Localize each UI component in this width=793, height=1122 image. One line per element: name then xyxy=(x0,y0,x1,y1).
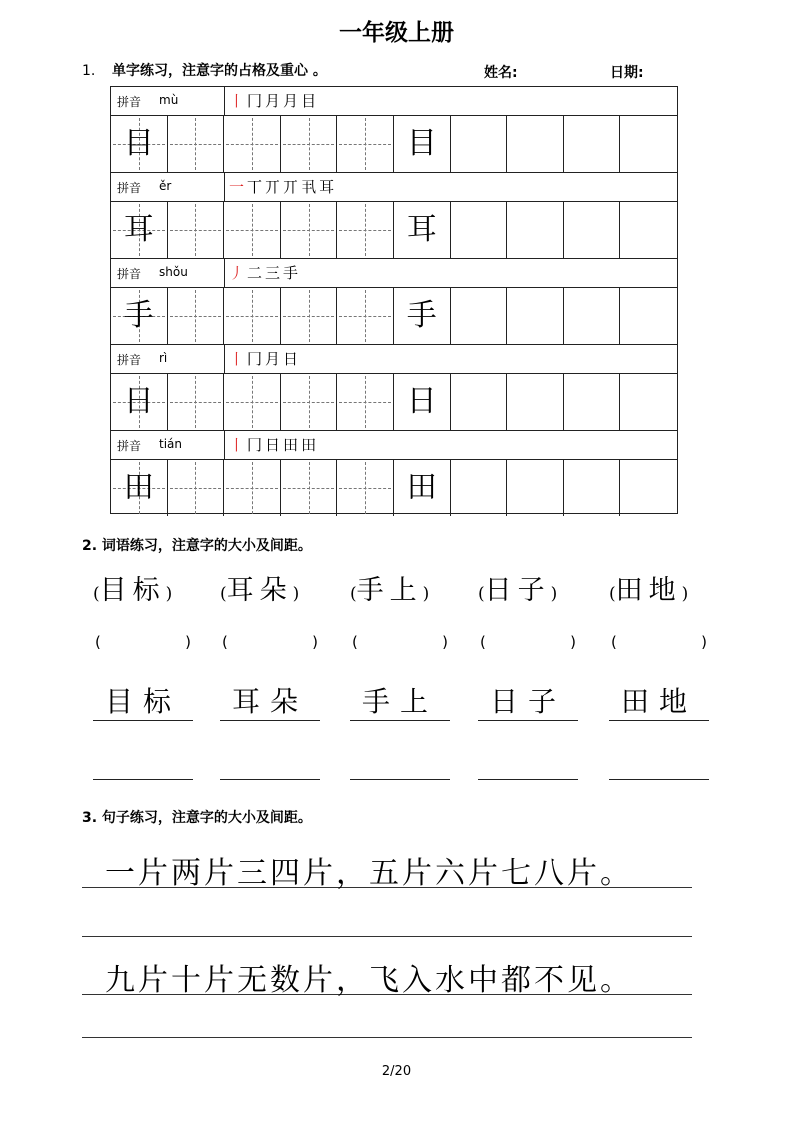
tian-grid-cell[interactable] xyxy=(224,288,281,344)
model-character: 目 xyxy=(123,126,154,161)
tian-grid-cell[interactable] xyxy=(111,116,168,172)
stroke-order xyxy=(229,90,319,111)
stroke-step: 手 xyxy=(283,264,302,282)
word-writing-line[interactable] xyxy=(478,743,578,780)
stroke-step: 丌 xyxy=(283,178,302,196)
stroke-order xyxy=(229,176,337,197)
pinyin-label: 拼音 xyxy=(117,267,142,281)
writing-cell[interactable] xyxy=(620,116,677,172)
stroke-step: 冂 xyxy=(247,92,266,110)
stroke-step: 月 xyxy=(265,350,284,368)
sentence-text: 一片两片三四片，五片六片七八片。 xyxy=(105,856,633,891)
word-with-parens xyxy=(609,568,688,607)
tian-grid-cell[interactable] xyxy=(281,288,338,344)
writing-cell[interactable] xyxy=(394,460,451,516)
word-text: 目标 xyxy=(99,575,166,606)
pinyin-value: tián xyxy=(159,437,182,451)
tian-grid-cell[interactable] xyxy=(281,202,338,258)
page-number: 2/20 xyxy=(381,1064,412,1079)
tian-grid-cell[interactable] xyxy=(224,460,281,516)
tian-grid-cell[interactable] xyxy=(111,288,168,344)
open-paren: ( xyxy=(609,584,616,604)
pinyin-blank[interactable] xyxy=(95,633,191,651)
character-practice-row xyxy=(111,374,677,431)
tian-grid-cell[interactable] xyxy=(337,374,394,430)
word-writing-line[interactable] xyxy=(609,743,709,780)
stroke-step: 丨 xyxy=(229,350,248,368)
open-paren: ( xyxy=(480,633,486,651)
tian-grid-cell[interactable] xyxy=(111,374,168,430)
model-character: 耳 xyxy=(123,212,154,247)
character-practice-row xyxy=(111,202,677,259)
tian-grid-cell[interactable] xyxy=(168,202,225,258)
section1-number: 1. xyxy=(82,63,96,79)
stroke-order xyxy=(229,434,319,455)
character-practice-row xyxy=(111,116,677,173)
tian-grid-cell[interactable] xyxy=(337,288,394,344)
writing-cell[interactable] xyxy=(507,374,564,430)
pinyin-header-row xyxy=(111,431,677,460)
pinyin-header-row xyxy=(111,87,677,116)
word-model-line: 目标 xyxy=(93,684,193,721)
word-text: 手上 xyxy=(356,575,423,606)
name-label: 姓名: xyxy=(484,65,518,81)
stroke-step: 三 xyxy=(265,264,284,282)
pinyin-label: 拼音 xyxy=(117,95,142,109)
close-paren: ) xyxy=(292,584,300,604)
section1-heading-text: 单字练习，注意字的占格及重心 。 xyxy=(112,63,327,79)
writing-cell[interactable] xyxy=(564,202,621,258)
open-paren: ( xyxy=(611,633,617,651)
tian-grid-cell[interactable] xyxy=(337,116,394,172)
word-text: 田地 xyxy=(615,575,682,606)
writing-cell[interactable] xyxy=(451,116,508,172)
stroke-step: 冂 xyxy=(247,350,266,368)
writing-cell[interactable] xyxy=(451,202,508,258)
tian-grid-cell[interactable] xyxy=(224,202,281,258)
writing-cell[interactable] xyxy=(620,202,677,258)
writing-cell[interactable] xyxy=(507,116,564,172)
pinyin-label: 拼音 xyxy=(117,439,142,453)
pinyin-header-row xyxy=(111,345,677,374)
writing-cell[interactable] xyxy=(564,374,621,430)
stroke-step: 目 xyxy=(301,92,320,110)
stroke-step: 一 xyxy=(229,178,248,196)
pinyin-label: 拼音 xyxy=(117,181,142,195)
model-character: 田 xyxy=(406,470,437,505)
word-writing-line[interactable] xyxy=(220,743,320,780)
writing-cell[interactable] xyxy=(451,288,508,344)
word-writing-line[interactable] xyxy=(93,743,193,780)
model-character: 手 xyxy=(406,298,437,333)
writing-cell[interactable] xyxy=(620,460,677,516)
writing-cell[interactable] xyxy=(564,288,621,344)
open-paren: ( xyxy=(93,584,100,604)
model-character: 目 xyxy=(406,126,437,161)
writing-cell[interactable] xyxy=(394,202,451,258)
pinyin-header-row xyxy=(111,173,677,202)
word-with-parens xyxy=(93,568,172,607)
open-paren: ( xyxy=(222,633,228,651)
section2-heading: 2. 词语练习，注意字的大小及间距。 xyxy=(82,538,312,554)
stroke-step: 月 xyxy=(265,92,284,110)
writing-cell[interactable] xyxy=(564,460,621,516)
pinyin-label: 拼音 xyxy=(117,353,142,367)
writing-cell[interactable] xyxy=(507,288,564,344)
stroke-step: 月 xyxy=(283,92,302,110)
word-with-parens xyxy=(220,568,299,607)
sentence-writing-line[interactable] xyxy=(82,936,692,937)
stroke-order xyxy=(229,262,301,283)
stroke-step: 丮 xyxy=(301,178,320,196)
stroke-step: 丨 xyxy=(229,92,248,110)
writing-cell[interactable] xyxy=(394,374,451,430)
tian-grid-cell[interactable] xyxy=(111,202,168,258)
pinyin-value: rì xyxy=(159,351,168,365)
pinyin-blank[interactable] xyxy=(480,633,576,651)
close-paren: ) xyxy=(570,633,576,651)
word-model-line: 田地 xyxy=(609,684,709,721)
stroke-order xyxy=(229,348,301,369)
stroke-step: 田 xyxy=(283,436,302,454)
section3-heading: 3. 句子练习，注意字的大小及间距。 xyxy=(82,810,312,826)
word-model-line: 耳朵 xyxy=(220,684,320,721)
close-paren: ) xyxy=(701,633,707,651)
open-paren: ( xyxy=(350,584,357,604)
tian-grid-cell[interactable] xyxy=(224,116,281,172)
tian-grid-cell[interactable] xyxy=(168,288,225,344)
writing-cell[interactable] xyxy=(451,460,508,516)
close-paren: ) xyxy=(681,584,689,604)
word-model-line: 日子 xyxy=(478,684,578,721)
tian-grid-cell[interactable] xyxy=(168,374,225,430)
pinyin-value: mù xyxy=(159,93,179,107)
tian-grid-cell[interactable] xyxy=(224,374,281,430)
stroke-step: 丌 xyxy=(265,178,284,196)
stroke-step: 日 xyxy=(265,436,284,454)
tian-grid-cell[interactable] xyxy=(111,460,168,516)
model-character: 日 xyxy=(406,384,437,419)
writing-cell[interactable] xyxy=(564,116,621,172)
stroke-step: 耳 xyxy=(319,178,338,196)
word-model-line: 手上 xyxy=(350,684,450,721)
sentence-writing-line[interactable] xyxy=(82,1037,692,1038)
close-paren: ) xyxy=(550,584,558,604)
close-paren: ) xyxy=(185,633,191,651)
stroke-step: 日 xyxy=(283,350,302,368)
close-paren: ) xyxy=(312,633,318,651)
word-text: 日子 xyxy=(484,575,551,606)
tian-grid-cell[interactable] xyxy=(168,116,225,172)
writing-cell[interactable] xyxy=(507,460,564,516)
open-paren: ( xyxy=(95,633,101,651)
writing-cell[interactable] xyxy=(620,374,677,430)
open-paren: ( xyxy=(220,584,227,604)
pinyin-value: shǒu xyxy=(159,265,188,279)
open-paren: ( xyxy=(478,584,485,604)
model-character: 耳 xyxy=(406,212,437,247)
character-practice-row xyxy=(111,460,677,517)
word-with-parens xyxy=(350,568,429,607)
tian-grid-cell[interactable] xyxy=(281,374,338,430)
stroke-step: 丿 xyxy=(229,264,248,282)
pinyin-blank[interactable] xyxy=(352,633,448,651)
pinyin-blank[interactable] xyxy=(222,633,318,651)
tian-grid-cell[interactable] xyxy=(168,460,225,516)
model-character: 手 xyxy=(123,298,154,333)
word-text: 耳朵 xyxy=(226,575,293,606)
writing-cell[interactable] xyxy=(451,374,508,430)
model-character: 日 xyxy=(123,384,154,419)
stroke-step: 丅 xyxy=(247,178,266,196)
sentence-text: 九片十片无数片，飞入水中都不见。 xyxy=(105,963,633,998)
stroke-step: 二 xyxy=(247,264,266,282)
writing-cell[interactable] xyxy=(394,288,451,344)
writing-cell[interactable] xyxy=(620,288,677,344)
open-paren: ( xyxy=(352,633,358,651)
word-writing-line[interactable] xyxy=(350,743,450,780)
character-practice-row xyxy=(111,288,677,345)
pinyin-header-row xyxy=(111,259,677,288)
tian-grid-cell[interactable] xyxy=(281,116,338,172)
stroke-step: 丨 xyxy=(229,436,248,454)
section1-heading xyxy=(82,60,327,80)
stroke-step: 冂 xyxy=(247,436,266,454)
tian-grid-cell[interactable] xyxy=(337,460,394,516)
word-with-parens xyxy=(478,568,557,607)
close-paren: ) xyxy=(442,633,448,651)
close-paren: ) xyxy=(165,584,173,604)
writing-cell[interactable] xyxy=(394,116,451,172)
writing-cell[interactable] xyxy=(507,202,564,258)
close-paren: ) xyxy=(422,584,430,604)
stroke-step: 田 xyxy=(301,436,320,454)
pinyin-blank[interactable] xyxy=(611,633,707,651)
model-character: 田 xyxy=(123,470,154,505)
character-practice-grid xyxy=(110,86,678,514)
date-label: 日期: xyxy=(610,65,644,81)
pinyin-value: ěr xyxy=(159,179,172,193)
tian-grid-cell[interactable] xyxy=(281,460,338,516)
page-title: 一年级上册 xyxy=(339,20,454,46)
tian-grid-cell[interactable] xyxy=(337,202,394,258)
